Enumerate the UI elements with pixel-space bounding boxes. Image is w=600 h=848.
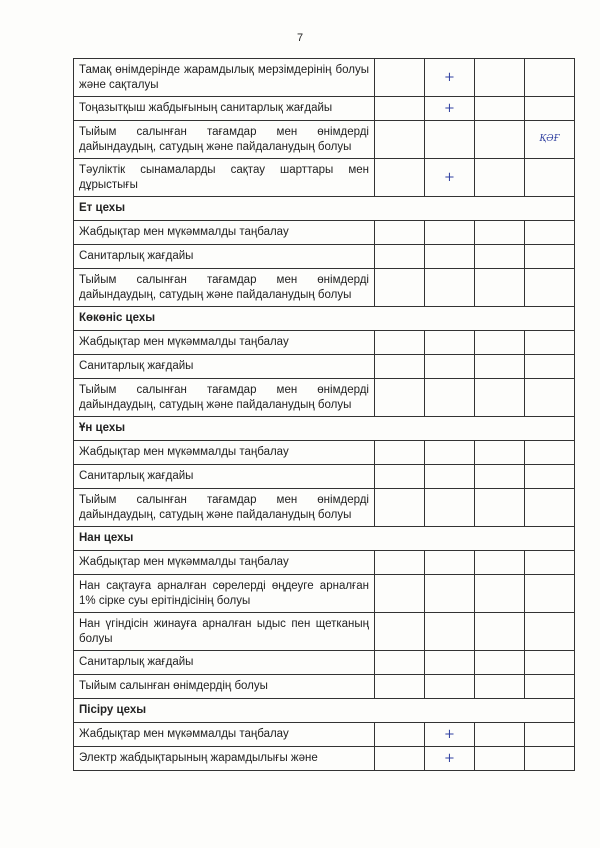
mark-cell <box>375 613 425 651</box>
criterion-text: Нан сақтауға арналған сөрелерді өңдеуге арналған 1% сірке суы ерітіндісінің болуы <box>74 575 375 613</box>
mark-cell <box>525 441 575 465</box>
mark-cell <box>425 379 475 417</box>
inspection-checklist-table <box>73 58 575 771</box>
mark-cell <box>525 575 575 613</box>
mark-cell <box>375 465 425 489</box>
criterion-text: Жабдықтар мен мүкәммалды таңбалау <box>74 551 375 575</box>
table-row <box>74 269 575 307</box>
section-header-row <box>74 699 575 723</box>
criterion-text: Жабдықтар мен мүкәммалды таңбалау <box>74 221 375 245</box>
mark-cell <box>475 355 525 379</box>
mark-cell <box>475 675 525 699</box>
mark-cell <box>375 59 425 97</box>
table-row <box>74 245 575 269</box>
mark-cell <box>475 121 525 159</box>
mark-cell <box>475 97 525 121</box>
mark-cell <box>525 331 575 355</box>
mark-cell <box>375 331 425 355</box>
mark-cell <box>475 465 525 489</box>
mark-cell <box>525 489 575 527</box>
mark-cell <box>475 221 525 245</box>
criterion-text: Жабдықтар мен мүкәммалды таңбалау <box>74 441 375 465</box>
section-title: Көкөніс цехы <box>74 307 575 331</box>
mark-cell <box>525 551 575 575</box>
mark-cell <box>425 441 475 465</box>
criterion-text: Тыйым салынған тағамдар мен өнімдерді дайындаудың, сатудың және пайдаланудың болуы <box>74 269 375 307</box>
mark-cell <box>375 551 425 575</box>
criterion-text: Электр жабдықтарының жарамдылығы және <box>74 747 375 771</box>
criterion-text: Санитарлық жағдайы <box>74 651 375 675</box>
criterion-text: Санитарлық жағдайы <box>74 355 375 379</box>
mark-cell <box>375 221 425 245</box>
mark-cell <box>525 651 575 675</box>
mark-cell: + <box>425 59 475 97</box>
mark-cell <box>425 575 475 613</box>
criterion-text: Тыйым салынған тағамдар мен өнімдерді дайындаудың, сатудың және пайдаланудың болуы <box>74 379 375 417</box>
section-header-row <box>74 527 575 551</box>
criterion-text: Тамақ өнімдерінде жарамдылық мерзімдерінің болуы және сақталуы <box>74 59 375 97</box>
mark-cell <box>475 245 525 269</box>
mark-cell <box>425 355 475 379</box>
mark-cell <box>525 269 575 307</box>
mark-cell <box>525 245 575 269</box>
mark-cell <box>375 245 425 269</box>
section-title: Пісіру цехы <box>74 699 575 723</box>
mark-cell <box>375 379 425 417</box>
table-row <box>74 723 575 747</box>
mark-cell <box>425 465 475 489</box>
table-row <box>74 489 575 527</box>
table-row <box>74 465 575 489</box>
table-row <box>74 331 575 355</box>
mark-cell: + <box>425 747 475 771</box>
page-number: 7 <box>296 32 304 44</box>
table-row <box>74 551 575 575</box>
handwritten-signature: ҚӘҒ <box>525 121 575 159</box>
mark-cell <box>475 747 525 771</box>
table-row <box>74 651 575 675</box>
mark-cell <box>425 613 475 651</box>
mark-cell <box>475 331 525 355</box>
mark-cell <box>525 221 575 245</box>
mark-cell <box>525 59 575 97</box>
mark-cell <box>525 613 575 651</box>
mark-cell <box>475 551 525 575</box>
mark-cell <box>525 465 575 489</box>
table-row <box>74 159 575 197</box>
mark-cell <box>475 59 525 97</box>
mark-cell <box>475 269 525 307</box>
mark-cell <box>475 441 525 465</box>
mark-cell <box>375 675 425 699</box>
mark-cell <box>525 747 575 771</box>
mark-cell <box>375 269 425 307</box>
mark-cell <box>375 575 425 613</box>
mark-cell <box>375 747 425 771</box>
table-row <box>74 441 575 465</box>
mark-cell <box>475 575 525 613</box>
mark-cell <box>475 723 525 747</box>
criterion-text: Жабдықтар мен мүкәммалды таңбалау <box>74 331 375 355</box>
table-row <box>74 97 575 121</box>
criterion-text: Санитарлық жағдайы <box>74 245 375 269</box>
mark-cell <box>375 355 425 379</box>
mark-cell: + <box>425 159 475 197</box>
mark-cell <box>525 97 575 121</box>
section-header-row <box>74 417 575 441</box>
table-row <box>74 613 575 651</box>
mark-cell: + <box>425 723 475 747</box>
criterion-text: Жабдықтар мен мүкәммалды таңбалау <box>74 723 375 747</box>
mark-cell <box>425 221 475 245</box>
mark-cell <box>475 651 525 675</box>
mark-cell <box>425 675 475 699</box>
section-title: Ұн цехы <box>74 417 575 441</box>
table-row <box>74 59 575 97</box>
mark-cell <box>375 651 425 675</box>
section-header-row <box>74 197 575 221</box>
table-row <box>74 575 575 613</box>
table-row <box>74 355 575 379</box>
section-title: Нан цехы <box>74 527 575 551</box>
mark-cell <box>375 489 425 527</box>
table-row <box>74 121 575 159</box>
mark-cell <box>425 551 475 575</box>
mark-cell <box>425 121 475 159</box>
mark-cell <box>525 723 575 747</box>
criterion-text: Тыйым салынған тағамдар мен өнімдерді дайындаудың, сатудың және пайдаланудың болуы <box>74 121 375 159</box>
criterion-text: Санитарлық жағдайы <box>74 465 375 489</box>
table-row <box>74 379 575 417</box>
mark-cell <box>525 379 575 417</box>
table-row <box>74 221 575 245</box>
mark-cell <box>475 159 525 197</box>
criterion-text: Нан үгіндісін жинауға арналған ыдыс пен щетканың болуы <box>74 613 375 651</box>
mark-cell <box>375 159 425 197</box>
mark-cell <box>525 355 575 379</box>
mark-cell <box>475 613 525 651</box>
mark-cell <box>475 489 525 527</box>
criterion-text: Тыйым салынған тағамдар мен өнімдерді дайындаудың, сатудың және пайдаланудың болуы <box>74 489 375 527</box>
mark-cell <box>375 723 425 747</box>
criterion-text: Тыйым салынған өнімдердің болуы <box>74 675 375 699</box>
mark-cell <box>375 121 425 159</box>
mark-cell <box>425 269 475 307</box>
table-row <box>74 675 575 699</box>
mark-cell <box>375 97 425 121</box>
mark-cell <box>425 651 475 675</box>
mark-cell <box>425 331 475 355</box>
mark-cell: + <box>425 97 475 121</box>
mark-cell <box>475 379 525 417</box>
table-row <box>74 747 575 771</box>
mark-cell <box>425 245 475 269</box>
criterion-text: Тәуліктік сынамаларды сақтау шарттары мен дұрыстығы <box>74 159 375 197</box>
mark-cell <box>525 159 575 197</box>
mark-cell <box>425 489 475 527</box>
criterion-text: Тоңазытқыш жабдығының санитарлық жағдайы <box>74 97 375 121</box>
section-title: Ет цехы <box>74 197 575 221</box>
section-header-row <box>74 307 575 331</box>
mark-cell <box>525 675 575 699</box>
mark-cell <box>375 441 425 465</box>
